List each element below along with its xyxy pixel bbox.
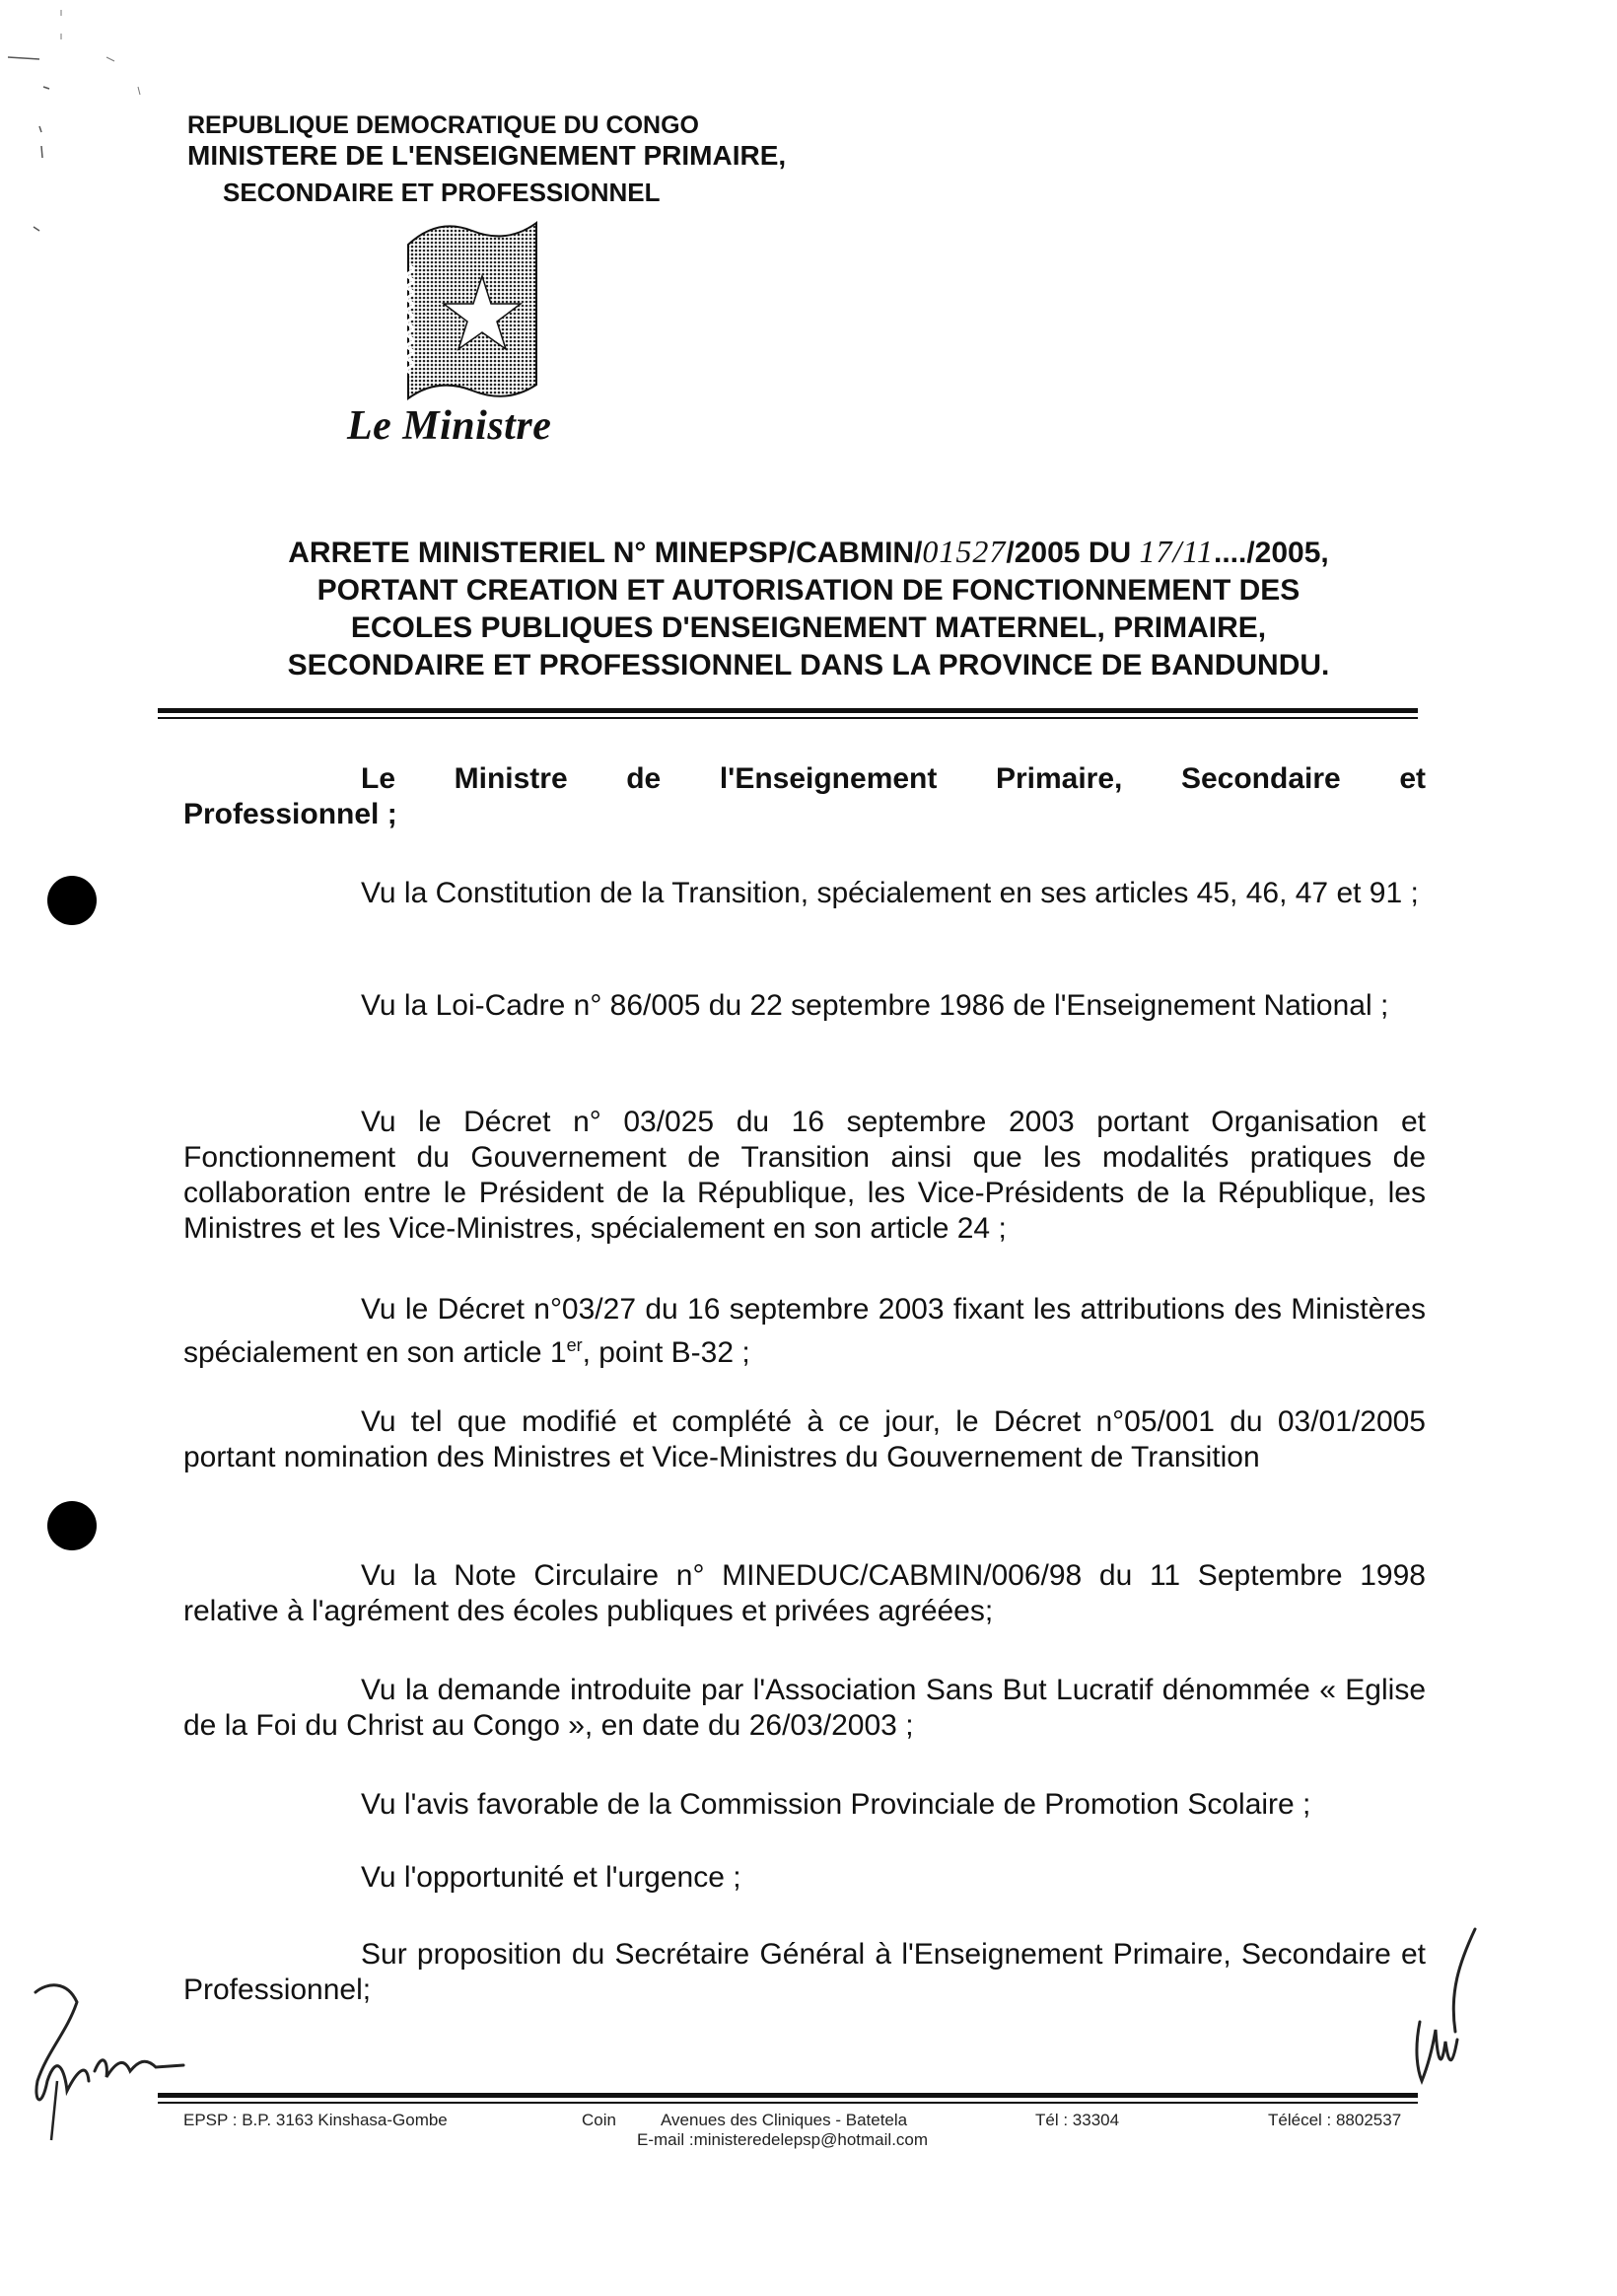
ministry-name: MINISTERE DE L'ENSEIGNEMENT PRIMAIRE, (187, 140, 787, 171)
footer-address: EPSP : B.P. 3163 Kinshasa-Gombe (183, 2111, 448, 2129)
intro-line-2: Professionnel ; (183, 798, 397, 830)
paragraph-constitution: Vu la Constitution de la Transition, spécialement en ses articles 45, 46, 47 et 91 ; (361, 877, 1419, 909)
decree-suffix: ..../2005, (1214, 537, 1329, 569)
handwritten-paraph (1400, 1923, 1489, 2091)
paragraph-decret-attributions: Vu le Décret n°03/27 du 16 septembre 2003 fixant les attributions des Ministères spécialement en son article 1er, point B-32 ; (183, 1293, 1426, 1369)
paragraph-proposition: Sur proposition du Secrétaire Général à l'Enseignement Primaire, Secondaire et Professionnel; (183, 1938, 1426, 2006)
punch-hole (47, 876, 97, 925)
title-line-4: SECONDAIRE ET PROFESSIONNEL DANS LA PROVINCE DE BANDUNDU. (287, 649, 1330, 682)
paragraph-note-circulaire: Vu la Note Circulaire n° MINEDUC/CABMIN/006/98 du 11 Septembre 1998 relative à l'agrément des écoles publiques et privées agréées; (183, 1559, 1426, 1627)
handwritten-number: 01527 (922, 534, 1007, 569)
decree-mid: /2005 DU (1006, 537, 1140, 569)
handwritten-date: 17/11 (1139, 534, 1214, 569)
paragraph-urgence: Vu l'opportunité et l'urgence ; (361, 1861, 741, 1894)
intro-paragraph (183, 761, 1426, 832)
footer-tel: Tél : 33304 (1035, 2111, 1120, 2129)
scan-marks (0, 0, 158, 256)
decree-prefix: ARRETE MINISTERIEL N° MINEPSP/CABMIN/ (288, 537, 923, 569)
handwritten-initials (8, 1963, 205, 2150)
intro-line-1: Le Ministre de l'Enseignement Primaire, Secondaire et (361, 762, 1426, 795)
paragraph-demande: Vu la demande introduite par l'Association Sans But Lucratif dénommée « Eglise de la Foi du Christ au Congo », en date du 26/03/2003 ; (183, 1674, 1426, 1742)
paragraph-loi-cadre: Vu la Loi-Cadre n° 86/005 du 22 septembre 1986 de l'Enseignement National ; (361, 989, 1389, 1022)
flag-emblem (398, 217, 546, 404)
title-divider-thin (158, 717, 1418, 719)
title-line-2: PORTANT CREATION ET AUTORISATION DE FONCTIONNEMENT DES (316, 574, 1301, 607)
title-line-3: ECOLES PUBLIQUES D'ENSEIGNEMENT MATERNEL, PRIMAIRE, (350, 611, 1267, 644)
footer-telecel: Télécel : 8802537 (1268, 2111, 1402, 2129)
footer-corner: Coin (582, 2111, 616, 2129)
footer-avenues: Avenues des Cliniques - Batetela (661, 2111, 908, 2129)
paragraph-decret-2003: Vu le Décret n° 03/025 du 16 septembre 2003 portant Organisation et Fonctionnement du Gouvernement de Transition ainsi que les modalités pratiques de collaboration entre le Président de la République, les Vice-Présidents de la République, les Ministres et les Vice-Ministres, spécialement en son article 24 ; (183, 1106, 1426, 1245)
decree-title (158, 533, 1459, 684)
footer-email: E-mail :ministeredelepsp@hotmail.com (637, 2130, 929, 2149)
paragraph-avis: Vu l'avis favorable de la Commission Provinciale de Promotion Scolaire ; (361, 1788, 1311, 1821)
ministry-name-cont: SECONDAIRE ET PROFESSIONNEL (223, 178, 661, 207)
title-divider (158, 708, 1418, 713)
country-name: REPUBLIQUE DEMOCRATIQUE DU CONGO (187, 111, 699, 139)
signatory-title: Le Ministre (347, 403, 552, 449)
paragraph-decret-2005: Vu tel que modifié et complété à ce jour, le Décret n°05/001 du 03/01/2005 portant nomination des Ministres et Vice-Ministres du Gouvernement de Transition (183, 1405, 1426, 1473)
footer-divider-thin (158, 2102, 1418, 2104)
footer-divider (158, 2093, 1418, 2098)
punch-hole (47, 1501, 97, 1550)
